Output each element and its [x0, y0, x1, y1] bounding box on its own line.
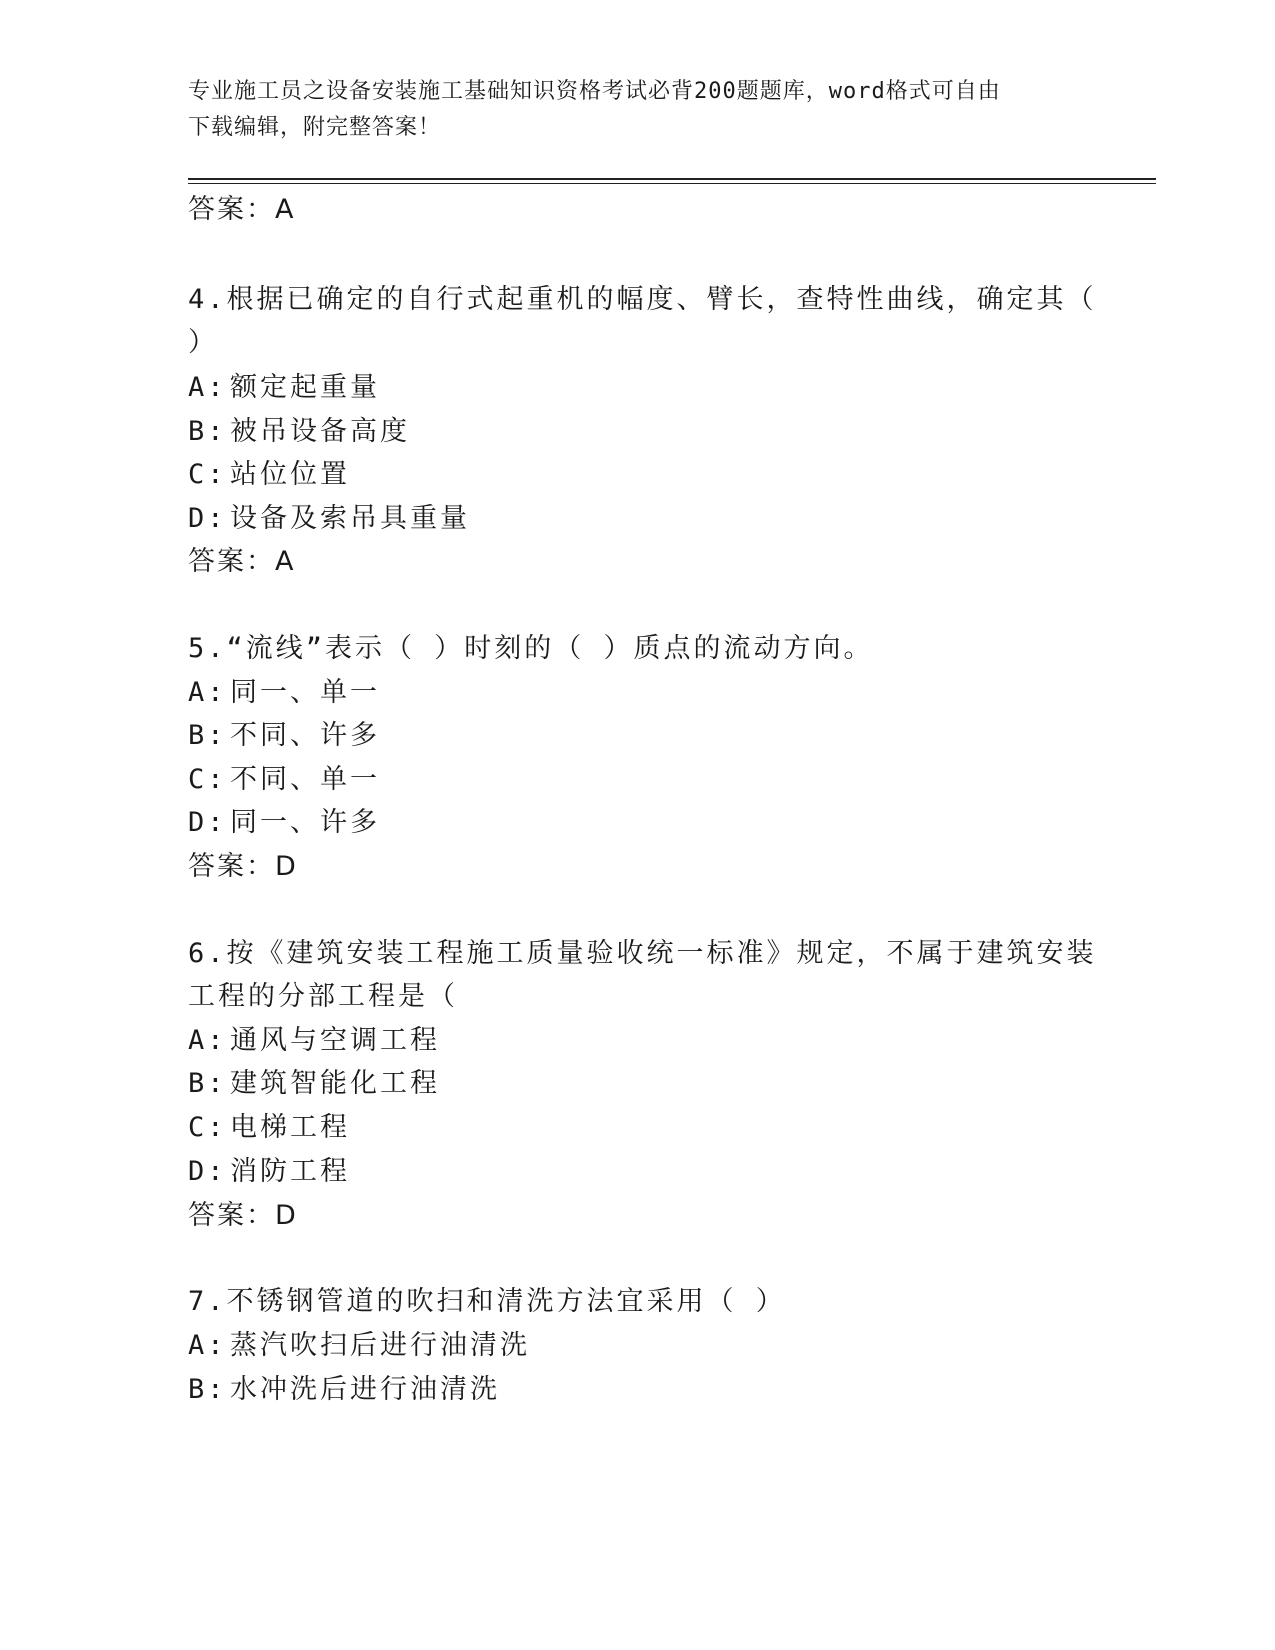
option-text: 电梯工程	[230, 1112, 350, 1143]
question-4-option-a	[188, 368, 380, 408]
option-text: 蒸汽吹扫后进行油清洗	[230, 1330, 530, 1361]
answer-q4: 答案：A	[188, 546, 296, 577]
option-letter: B:	[188, 416, 227, 447]
question-6-stem-cont: 工程的分部工程是（	[188, 981, 458, 1012]
option-text: 消防工程	[230, 1156, 350, 1187]
option-text: 同一、许多	[230, 807, 380, 838]
option-letter: C:	[188, 1112, 227, 1143]
option-text: 不同、单一	[230, 764, 380, 795]
question-4-stem: 4.根据已确定的自行式起重机的幅度、臂长，查特性曲线，确定其（	[188, 284, 1097, 315]
question-5-stem: 5.“流线”表示（ ）时刻的（ ）质点的流动方向。	[188, 633, 874, 664]
header-line-1: 专业施工员之设备安装施工基础知识资格考试必背200题题库，word格式可自由	[188, 79, 1001, 104]
question-5-option-c	[188, 760, 380, 800]
option-letter: D:	[188, 503, 227, 534]
document-header	[188, 74, 1068, 146]
option-letter: B:	[188, 1374, 227, 1405]
header-divider-thin	[188, 183, 1156, 184]
question-4-stem-cont: ）	[188, 327, 218, 358]
option-text: 额定起重量	[230, 372, 380, 403]
answer-q3: 答案：A	[188, 194, 296, 225]
question-7-option-b	[188, 1370, 500, 1410]
question-6-stem: 6.按《建筑安装工程施工质量验收统一标准》规定，不属于建筑安装	[188, 938, 1097, 969]
header-divider-thick	[188, 178, 1156, 180]
option-text: 不同、许多	[230, 720, 380, 751]
question-5-option-b	[188, 716, 380, 756]
option-text: 通风与空调工程	[230, 1025, 440, 1056]
question-5-option-a	[188, 673, 380, 713]
option-letter: C:	[188, 764, 227, 795]
answer-q5: 答案：D	[188, 851, 298, 882]
option-text: 同一、单一	[230, 677, 380, 708]
option-text: 设备及索吊具重量	[230, 503, 470, 534]
option-text: 被吊设备高度	[230, 416, 410, 447]
option-letter: A:	[188, 677, 227, 708]
question-4-option-d	[188, 499, 470, 539]
question-7-stem: 7.不锈钢管道的吹扫和清洗方法宜采用（ ）	[188, 1286, 786, 1317]
option-text: 水冲洗后进行油清洗	[230, 1374, 500, 1405]
option-letter: B:	[188, 1068, 227, 1099]
option-text: 站位位置	[230, 459, 350, 490]
question-5-option-d	[188, 803, 380, 843]
option-letter: D:	[188, 1156, 227, 1187]
answer-q6: 答案：D	[188, 1200, 298, 1231]
question-6-option-c	[188, 1108, 350, 1148]
option-letter: D:	[188, 807, 227, 838]
option-letter: A:	[188, 1330, 227, 1361]
question-6-option-b	[188, 1064, 440, 1104]
question-6-option-a	[188, 1021, 440, 1061]
option-letter: A:	[188, 1025, 227, 1056]
question-7-option-a	[188, 1326, 530, 1366]
option-letter: C:	[188, 459, 227, 490]
option-letter: A:	[188, 372, 227, 403]
question-6-option-d	[188, 1152, 350, 1192]
option-text: 建筑智能化工程	[230, 1068, 440, 1099]
option-letter: B:	[188, 720, 227, 751]
question-4-option-c	[188, 455, 350, 495]
question-4-option-b	[188, 412, 410, 452]
header-line-2: 下载编辑，附完整答案！	[188, 115, 442, 140]
